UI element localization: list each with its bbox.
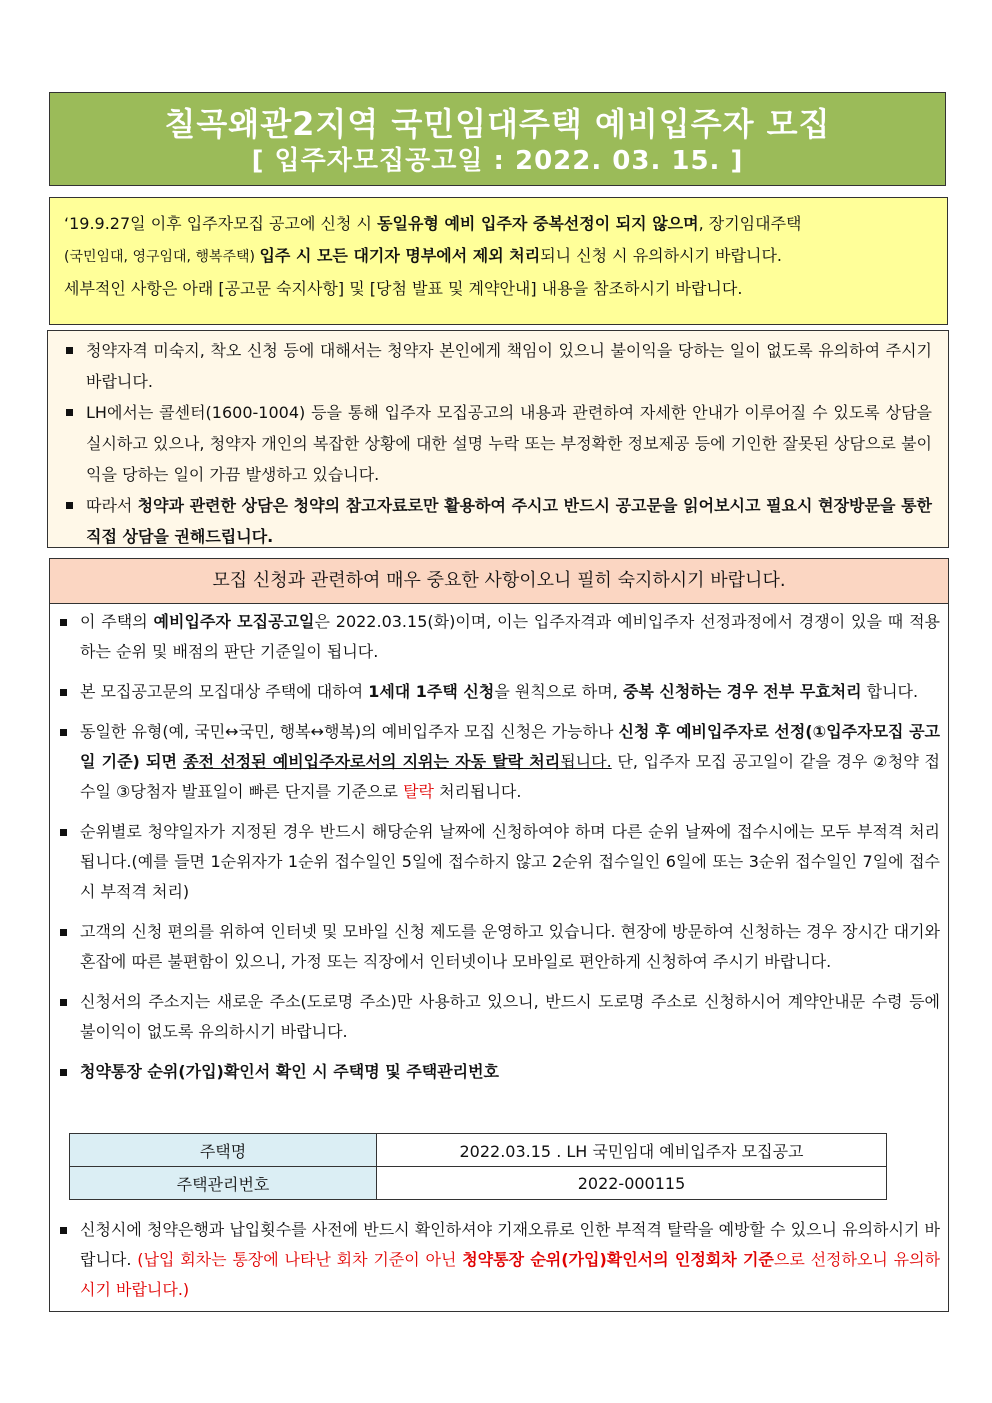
bullet-square-icon (60, 829, 67, 836)
bullet-square-icon (60, 929, 67, 936)
list-item: 이 주택의 예비입주자 모집공고일은 2022.03.15(화)이며, 이는 입주자격과 예비입주자 선정과정에서 경쟁이 있을 때 적용하는 순위 및 배점의 판단 기준일이 됩니다. (54, 607, 940, 667)
bullet-square-icon (60, 689, 67, 696)
bullet-square-icon (60, 1227, 67, 1234)
list-item: 따라서 청약과 관련한 상담은 청약의 참고자료로만 활용하여 주시고 반드시 공고문을 읽어보시고 필요시 현장방문을 통한 직접 상담을 권해드립니다. (60, 490, 932, 552)
list-item: 동일한 유형(예, 국민↔국민, 행복↔행복)의 예비입주자 모집 신청은 가능하나 신청 후 예비입주자로 선정(①입주자모집 공고일 기준) 되면 종전 선정된 예비입주자로서의 지위는 자동 탈락 처리됩니다. 단, 입주자 모집 공고일이 같을 경우 ②청약 접수일 ③당첨자 발표일이 빠른 단지를 기준으로 탈락 처리됩니다. (54, 717, 940, 807)
list-item: 고객의 신청 편의를 위하여 인터넷 및 모바일 신청 제도를 운영하고 있습니다. 현장에 방문하여 신청하는 경우 장시간 대기와 혼잡에 따른 불편함이 있으니, 가정 또는 직장에서 인터넷이나 모바일로 편안하게 신청하여 주시기 바랍니다. (54, 917, 940, 977)
list-item: 신청서의 주소지는 새로운 주소(도로명 주소)만 사용하고 있으니, 반드시 도로명 주소로 신청하시어 계약안내문 수령 등에 불이익이 없도록 유의하시기 바랍니다. (54, 987, 940, 1047)
title-banner (49, 92, 946, 186)
section-footer (50, 1215, 948, 1305)
announcement-date: [ 입주자모집공고일 : 2022. 03. 15. ] (251, 146, 744, 176)
list-item: 청약통장 순위(가입)확인서 확인 시 주택명 및 주택관리번호 (54, 1057, 940, 1087)
housing-name-value: 2022.03.15 . LH 국민임대 예비입주자 모집공고 (377, 1134, 887, 1167)
housing-id-value: 2022-000115 (377, 1167, 887, 1200)
list-item: 신청시에 청약은행과 납입횟수를 사전에 반드시 확인하셔야 기재오류로 인한 부적격 탈락을 예방할 수 있으니 유의하시기 바랍니다. (납입 회차는 통장에 나타난 회차 기준이 아닌 청약통장 순위(가입)확인서의 인정회차 기준으로 선정하오니 유의하시기 바랍니다.) (54, 1215, 940, 1305)
table-row (70, 1167, 887, 1200)
duplicate-selection-notice (49, 197, 948, 325)
consultation-caution (47, 330, 949, 548)
bullet-square-icon (66, 347, 73, 354)
notice-line-2: (국민임대, 영구임대, 행복주택) 입주 시 모든 대기자 명부에서 제외 처리되니 신청 시 유의하시기 바랍니다. (64, 246, 783, 265)
housing-id-label: 주택관리번호 (70, 1167, 377, 1200)
section-body (50, 607, 948, 1087)
housing-info-table (69, 1133, 887, 1200)
bullet-square-icon (60, 619, 67, 626)
list-item: 본 모집공고문의 모집대상 주택에 대하여 1세대 1주택 신청을 원칙으로 하며, 중복 신청하는 경우 전부 무효처리 합니다. (54, 677, 940, 707)
notice-line-3: 세부적인 사항은 아래 [공고문 숙지사항] 및 [당첨 발표 및 계약안내] 내용을 참조하시기 바랍니다. (64, 279, 743, 298)
page-title: 칠곡왜관2지역 국민임대주택 예비입주자 모집 (164, 105, 831, 143)
table-row (70, 1134, 887, 1167)
housing-name-label: 주택명 (70, 1134, 377, 1167)
list-item: LH에서는 콜센터(1600-1004) 등을 통해 입주자 모집공고의 내용과 관련하여 자세한 안내가 이루어질 수 있도록 상담을 실시하고 있으나, 청약자 개인의 복잡한 상황에 대한 설명 누락 또는 부정확한 정보제공 등에 기인한 잘못된 상담으로 불이익을 당하는 일이 가끔 발생하고 있습니다. (60, 397, 932, 490)
bullet-square-icon (60, 729, 67, 736)
bullet-square-icon (60, 999, 67, 1006)
list-item: 순위별로 청약일자가 지정된 경우 반드시 해당순위 날짜에 신청하여야 하며 다른 순위 날짜에 접수시에는 모두 부적격 처리됩니다.(예를 들면 1순위자가 1순위 접수일인 5일에 접수하지 않고 2순위 접수일인 6일에 또는 3순위 접수일인 7일에 접수시 부적격 처리) (54, 817, 940, 907)
list-item: 청약자격 미숙지, 착오 신청 등에 대해서는 청약자 본인에게 책임이 있으니 불이익을 당하는 일이 없도록 유의하여 주시기 바랍니다. (60, 335, 932, 397)
bullet-square-icon (66, 502, 73, 509)
notice-line-1: ‘19.9.27일 이후 입주자모집 공고에 신청 시 동일유형 예비 입주자 중복선정이 되지 않으며, 장기임대주택 (64, 214, 802, 233)
bullet-square-icon (66, 409, 73, 416)
bullet-square-icon (60, 1069, 67, 1076)
section-heading: 모집 신청과 관련하여 매우 중요한 사항이오니 필히 숙지하시기 바랍니다. (50, 559, 948, 604)
important-notes-section (49, 558, 949, 1312)
